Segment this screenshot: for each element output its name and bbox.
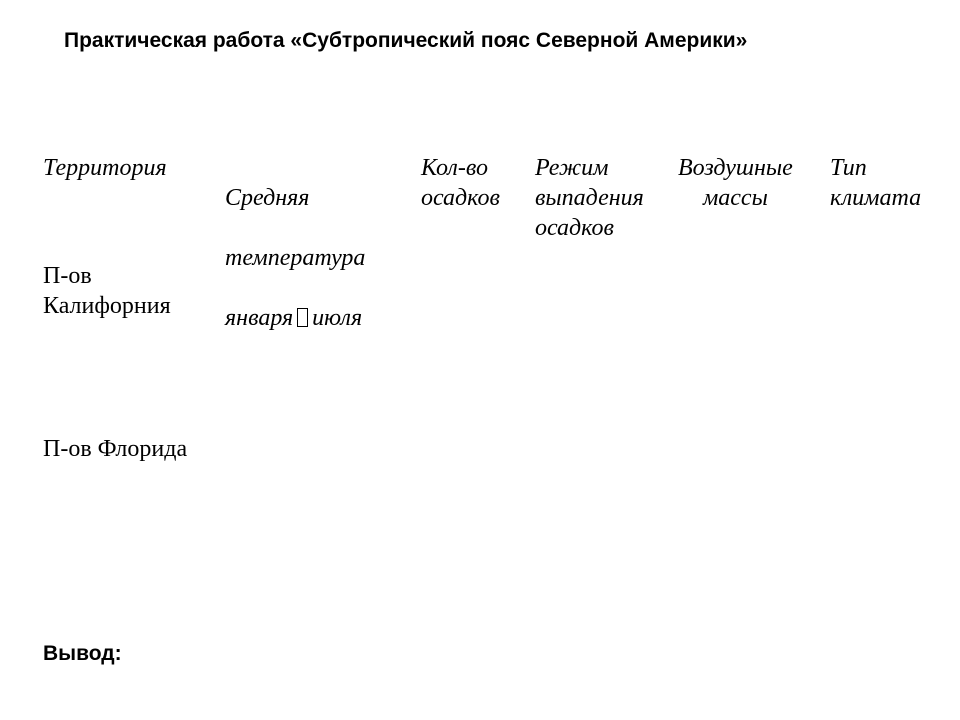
avg-temperature-line2: температура [225,245,366,271]
column-header-precipitation-regime: Режим выпадения осадков [535,155,644,241]
row-label-florida: П-ов Флорида [43,436,188,462]
avg-temperature-line1: Средняя [225,185,310,211]
page-title: Практическая работа «Субтропический пояс Северной Америки» [64,29,748,52]
column-header-precipitation-amount: Кол-во осадков [421,155,500,211]
conclusion-label: Вывод: [43,642,122,665]
column-header-climate-type: Тип климата [830,155,922,211]
avg-temperature-line3: января июля [225,305,363,331]
column-header-air-masses: Воздушные массы [678,155,793,211]
row-label-california: П-ов Калифорния [43,263,171,319]
missing-glyph-icon [297,308,308,327]
column-header-avg-temperature [225,153,365,333]
column-header-territory: Территория [43,155,167,181]
